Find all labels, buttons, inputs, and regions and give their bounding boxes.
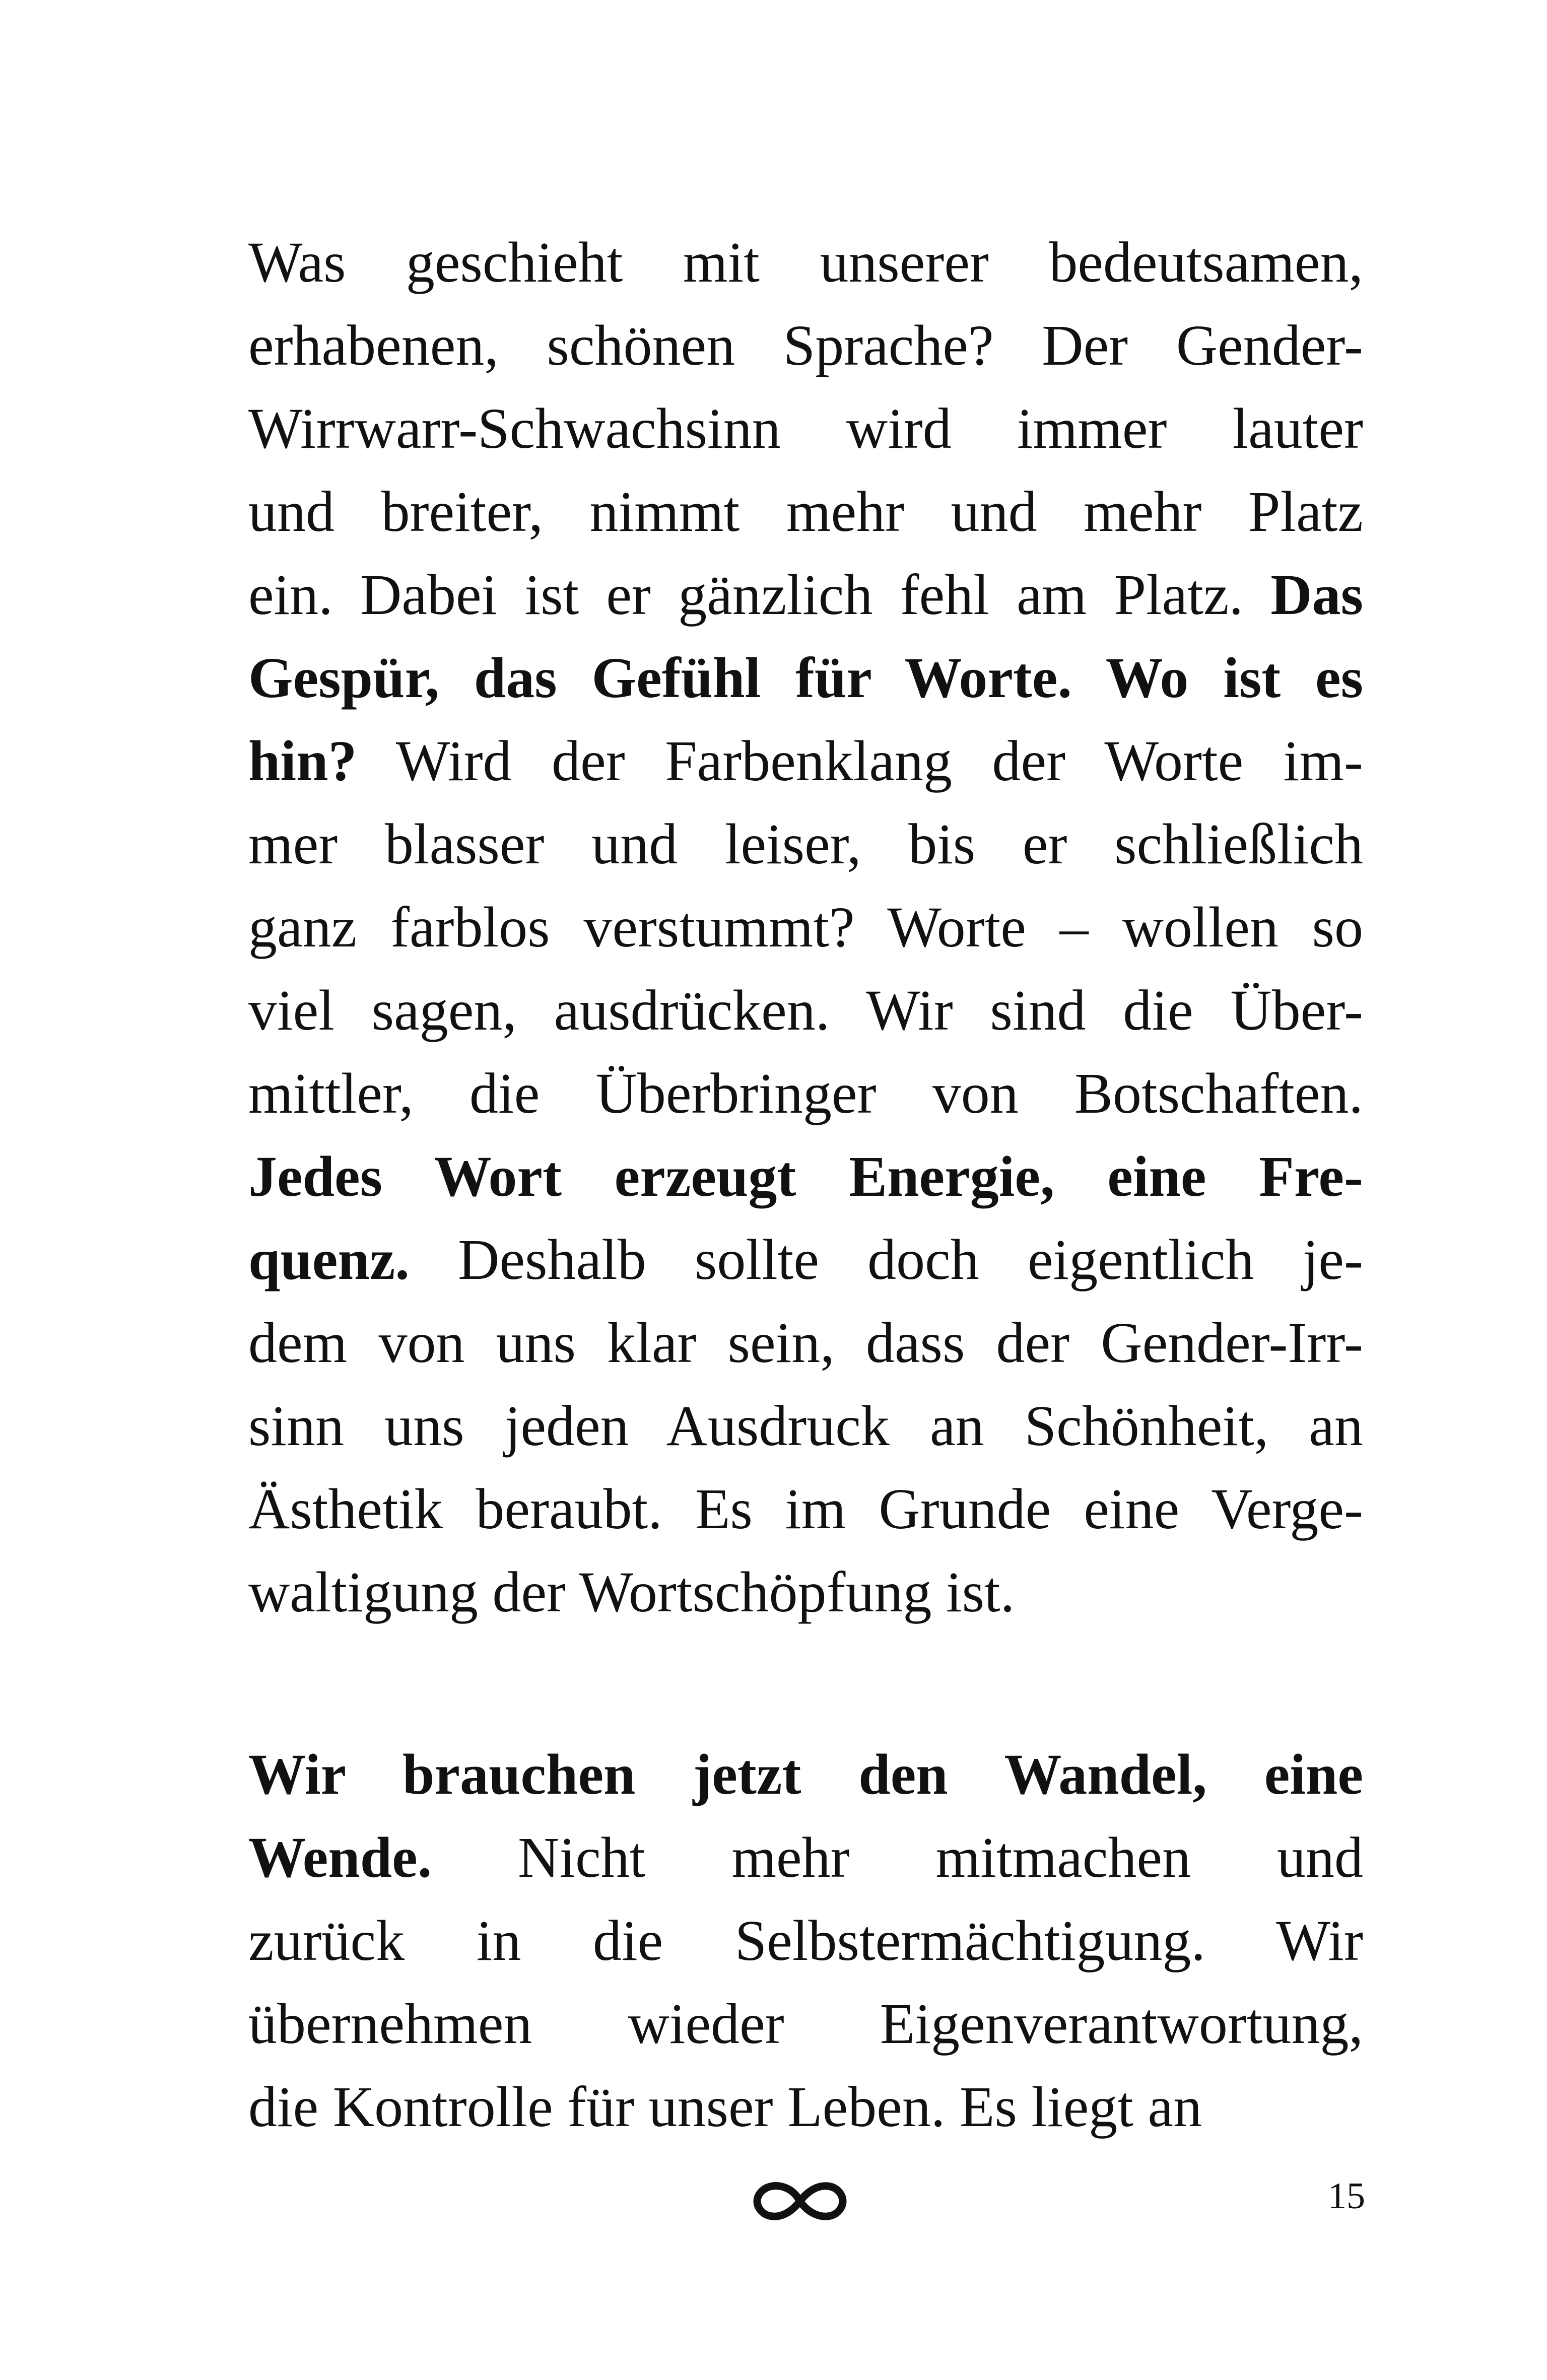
bold-text: Das (1270, 563, 1363, 627)
text-line (248, 470, 1363, 553)
text-line (248, 1899, 1363, 1982)
text-line (248, 1052, 1363, 1135)
infinity-icon (752, 2176, 848, 2226)
text-run: erhabenen, schönen Sprache? Der Gender- (248, 313, 1363, 377)
text-run: Ästhetik beraubt. Es im Grunde eine Verge- (248, 1477, 1363, 1541)
text-run: Deshalb sollte doch eigentlich je- (409, 1228, 1363, 1291)
text-line (248, 969, 1363, 1052)
text-line (248, 1218, 1363, 1301)
text-run: mer blasser und leiser, bis er schließlich (248, 812, 1363, 876)
text-line (248, 1550, 1363, 1634)
text-line (248, 1733, 1363, 1816)
bold-text: Wende. (248, 1825, 432, 1889)
text-line (248, 221, 1363, 304)
text-run: viel sagen, ausdrücken. Wir sind die Über- (248, 978, 1363, 1042)
text-run: Wird der Farbenklang der Worte im- (357, 729, 1363, 793)
text-line (248, 1982, 1363, 2065)
text-run: übernehmen wieder Eigenverantwortung, (248, 1992, 1363, 2056)
text-line (248, 802, 1363, 886)
text-run: ganz farblos verstummt? Worte – wollen so (248, 895, 1363, 959)
text-line (248, 1384, 1363, 1467)
text-line (248, 719, 1363, 802)
page-number: 15 (1328, 2175, 1365, 2217)
text-run: zurück in die Selbstermächtigung. Wir (248, 1909, 1363, 1973)
paragraph-1 (248, 221, 1363, 1634)
text-line (248, 636, 1363, 719)
bold-text: Wir brauchen jetzt den Wandel, eine (248, 1742, 1363, 1806)
text-run: ein. Dabei ist er gänzlich fehl am Platz. (248, 563, 1271, 627)
text-line (248, 1135, 1363, 1218)
text-line (248, 387, 1363, 470)
text-line (248, 886, 1363, 969)
text-line (248, 1816, 1363, 1899)
text-line (248, 1301, 1363, 1384)
text-run: mittler, die Überbringer von Botschaften. (248, 1061, 1363, 1125)
text-run: dem von uns klar sein, dass der Gender-Irr- (248, 1311, 1363, 1375)
text-run: waltigung der Wortschöpfung ist. (248, 1560, 1015, 1624)
bold-text: Jedes Wort erzeugt Energie, eine Fre- (248, 1144, 1363, 1208)
text-run: sinn uns jeden Ausdruck an Schönheit, an (248, 1394, 1363, 1458)
text-line (248, 304, 1363, 387)
bold-text: Gespür, das Gefühl für Worte. Wo ist es (248, 646, 1363, 710)
text-run: und breiter, nimmt mehr und mehr Platz (248, 480, 1363, 543)
paragraph-2 (248, 1733, 1363, 2148)
text-run: Was geschieht mit unserer bedeutsamen, (248, 230, 1363, 294)
text-line (248, 553, 1363, 636)
bold-text: hin? (248, 729, 357, 793)
text-run: die Kontrolle für unser Leben. Es liegt an (248, 2075, 1202, 2139)
text-line (248, 1467, 1363, 1550)
bold-text: quenz. (248, 1228, 410, 1291)
text-run: Wirrwarr-Schwachsinn wird immer lauter (248, 396, 1363, 460)
text-line (248, 2065, 1363, 2148)
text-run: Nicht mehr mitmachen und (432, 1825, 1363, 1889)
